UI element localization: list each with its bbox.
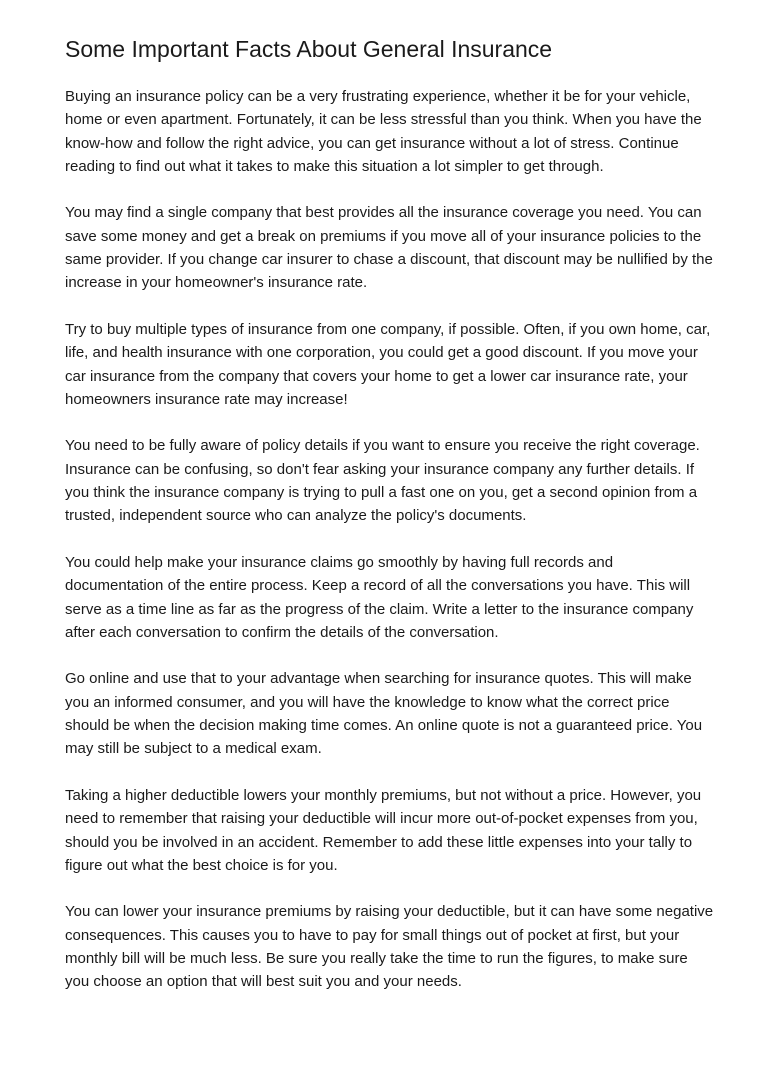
paragraph-3: Try to buy multiple types of insurance from one company, if possible. Often, if you own home, car, life, and health insurance with one corporation, you could get a good discount. If you move your car insurance from the company that covers your home to get a lower car insurance rate, your homeowners insurance rate may increase! bbox=[65, 320, 711, 408]
paragraph-8: You can lower your insurance premiums by raising your deductible, but it can have some negative consequences. This causes you to have to pay for small things out of pocket at first, but your monthly bill will be much less. Be sure you really take the time to run the figures, to make sure you choose an option that will best suit you and your needs. bbox=[65, 903, 714, 991]
paragraph-4: You need to be fully aware of policy details if you want to ensure you receive the right coverage. Insurance can be confusing, so don't fear asking your insurance company any further details. If you think the insurance company is trying to pull a fast one on you, get a second opinion from a trusted, independent source who can analyze the policy's documents. bbox=[65, 437, 700, 525]
paragraph-7: Taking a higher deductible lowers your monthly premiums, but not without a price. However, you need to remember that raising your deductible will incur more out-of-pocket expenses from you, should you be involved in an accident. Remember to add these little expenses into your tally to figure out what the best choice is for you. bbox=[65, 786, 702, 874]
paragraph-6: Go online and use that to your advantage when searching for insurance quotes. This will make you an informed consumer, and you will have the knowledge to know what the correct price should be when the decision making time comes. An online quote is not a guaranteed price. You may still be subject to a medical exam. bbox=[65, 670, 703, 758]
paragraph-1: Buying an insurance policy can be a very frustrating experience, whether it be for your vehicle, home or even apartment. Fortunately, it can be less stressful than you think. When you have the know-how and follow the right advice, you can get insurance without a lot of stress. Continue reading to find out what it takes to make this situation a lot simpler to get through. bbox=[65, 88, 702, 175]
paragraph-5: You could help make your insurance claims go smoothly by having full records and documentation of the entire process. Keep a record of all the conversations you have. This will serve as a time line as far as the progress of the claim. Write a letter to the insurance company after each conversation to confirm the details of the conversation. bbox=[65, 553, 694, 641]
paragraph-2: You may find a single company that best provides all the insurance coverage you need. You can save some money and get a break on premiums if you move all of your insurance policies to the same provider. If you change car insurer to chase a discount, that discount may be nullified by the increase in your homeowner's insurance rate. bbox=[65, 204, 713, 292]
document-body bbox=[65, 85, 715, 1017]
page-title: Some Important Facts About General Insurance bbox=[65, 36, 553, 62]
